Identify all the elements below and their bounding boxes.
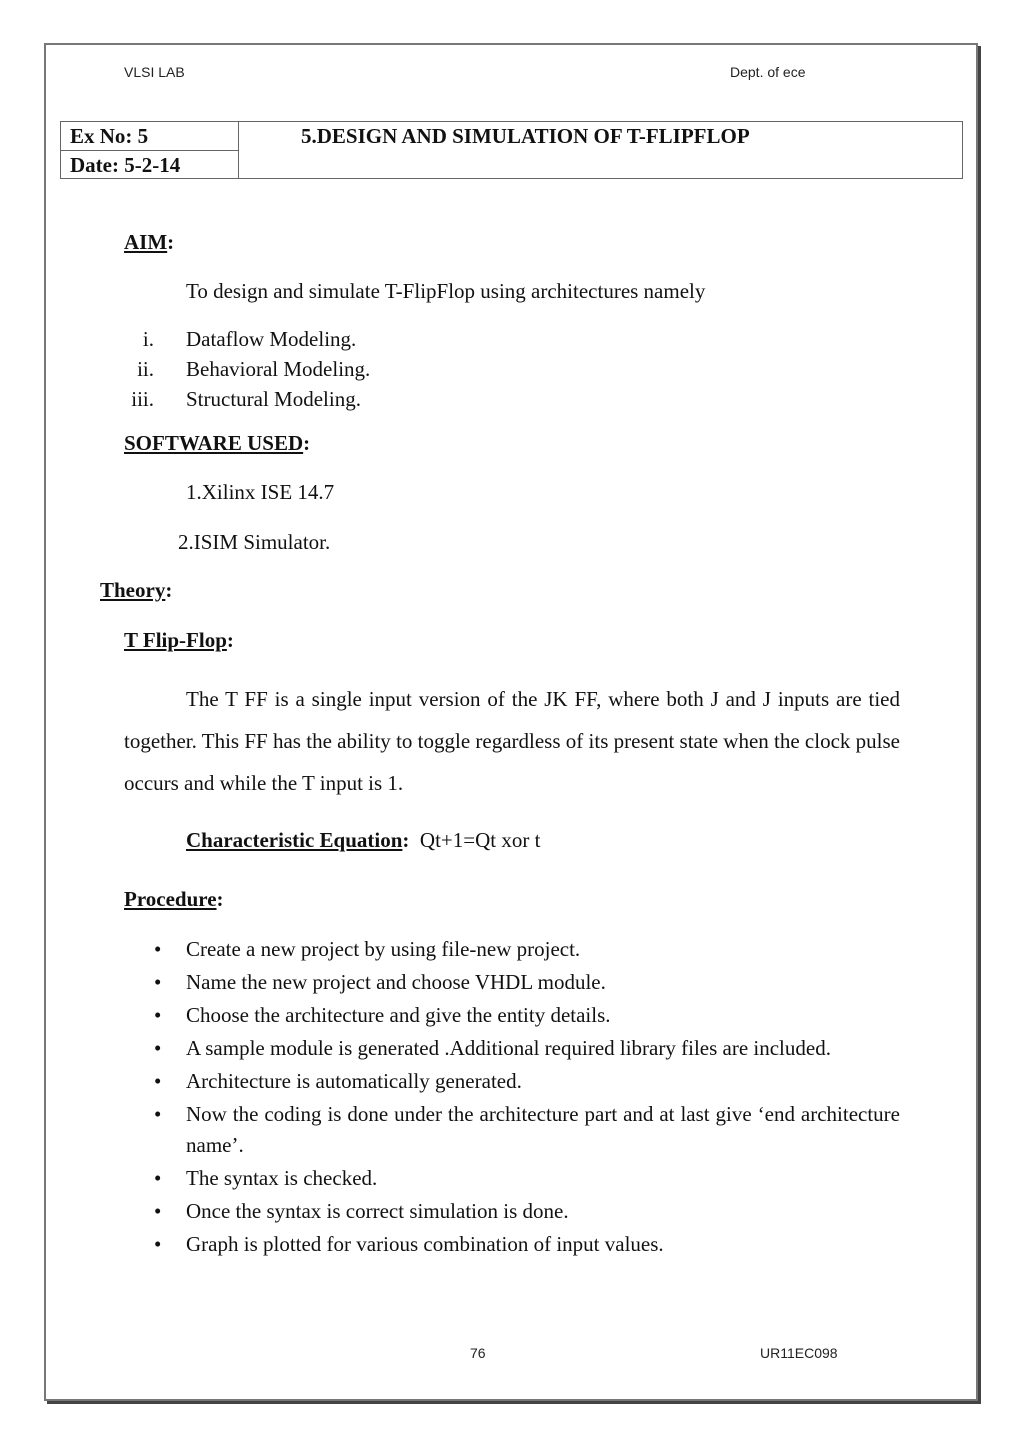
aim-text: To design and simulate T-FlipFlop using architectures namely <box>186 279 706 303</box>
bullet-icon: • <box>154 1199 162 1223</box>
title-table-divider <box>61 150 238 151</box>
bullet-icon: • <box>154 1166 162 1190</box>
header-right: Dept. of ece <box>730 64 806 80</box>
procedure-step <box>124 967 900 998</box>
procedure-heading <box>124 887 224 912</box>
procedure-step-text: Once the syntax is correct simulation is done. <box>186 1199 569 1223</box>
tff-heading <box>124 628 234 653</box>
bullet-icon: • <box>154 1003 162 1027</box>
char-eq-label: Characteristic Equation <box>186 828 403 852</box>
theory-colon: : <box>165 578 173 602</box>
aim-item-num: iii. <box>131 387 154 411</box>
title-table-left-column <box>61 122 239 178</box>
aim-heading-text: AIM <box>124 230 168 254</box>
theory-heading <box>100 578 172 603</box>
procedure-step-text: Name the new project and choose VHDL module. <box>186 970 606 994</box>
aim-colon: : <box>167 230 175 254</box>
bullet-icon: • <box>154 1069 162 1093</box>
procedure-step <box>124 1033 900 1064</box>
tff-heading-text: T Flip-Flop <box>124 628 227 652</box>
procedure-step <box>124 1229 900 1260</box>
header-left: VLSI LAB <box>124 64 185 80</box>
ex-no: Ex No: 5 <box>70 124 149 148</box>
bullet-icon: • <box>154 937 162 961</box>
characteristic-equation <box>186 828 540 853</box>
procedure-heading-text: Procedure <box>124 887 217 911</box>
aim-item-text: Structural Modeling. <box>186 387 361 411</box>
procedure-step-text: Graph is plotted for various combination of input values. <box>186 1232 664 1256</box>
procedure-step <box>124 1000 900 1031</box>
date: Date: 5-2-14 <box>70 153 181 177</box>
procedure-step <box>124 934 900 965</box>
char-eq-value: Qt+1=Qt xor t <box>419 828 541 852</box>
aim-heading <box>124 230 174 255</box>
procedure-step-text: Now the coding is done under the architecture part and at last give ‘end architecture name’. <box>186 1102 900 1157</box>
bullet-icon: • <box>154 1036 162 1060</box>
aim-item-text: Behavioral Modeling. <box>186 357 371 381</box>
software-item: 2.ISIM Simulator. <box>178 530 331 554</box>
char-eq-colon: : <box>402 828 410 852</box>
aim-item-num: i. <box>142 327 154 351</box>
procedure-step <box>124 1163 900 1194</box>
procedure-list <box>124 934 900 1262</box>
roll-number: UR11EC098 <box>760 1345 838 1361</box>
bullet-icon: • <box>154 970 162 994</box>
procedure-step-text: Choose the architecture and give the entity details. <box>186 1003 611 1027</box>
procedure-step-text: Create a new project by using file-new project. <box>186 937 581 961</box>
theory-paragraph-text: The T FF is a single input version of the JK FF, where both J and J inputs are tied together. This FF has the ability to toggle regardless of its present state when the clock pulse occurs and while the T input is 1. <box>124 687 900 795</box>
title-table <box>60 121 963 179</box>
procedure-step-text: Architecture is automatically generated. <box>186 1069 522 1093</box>
procedure-step <box>124 1099 900 1161</box>
software-item: 1.Xilinx ISE 14.7 <box>186 480 335 504</box>
theory-heading-text: Theory <box>100 578 166 602</box>
software-colon: : <box>303 431 311 455</box>
experiment-title: 5.DESIGN AND SIMULATION OF T-FLIPFLOP <box>301 124 750 148</box>
bullet-icon: • <box>154 1102 162 1126</box>
procedure-step <box>124 1066 900 1097</box>
procedure-colon: : <box>216 887 224 911</box>
procedure-step <box>124 1196 900 1227</box>
aim-item-text: Dataflow Modeling. <box>186 327 357 351</box>
software-heading-text: SOFTWARE USED <box>124 431 304 455</box>
theory-paragraph <box>124 678 900 804</box>
procedure-step-text: The syntax is checked. <box>186 1166 378 1190</box>
aim-item-num: ii. <box>137 357 154 381</box>
software-heading <box>124 431 310 456</box>
procedure-step-text: A sample module is generated .Additional required library files are included. <box>186 1036 831 1060</box>
bullet-icon: • <box>154 1232 162 1256</box>
tff-colon: : <box>226 628 234 652</box>
page-number: 76 <box>470 1345 486 1361</box>
